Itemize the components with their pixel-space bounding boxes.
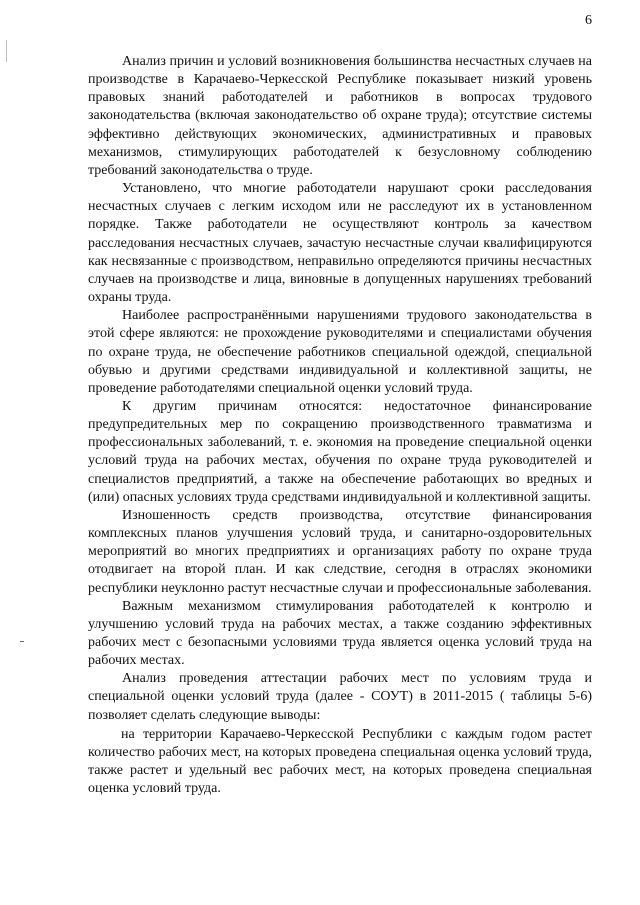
paragraph-7: Анализ проведения аттестации рабочих мест по условиям труда и специальной оценки условий труда (далее - СОУТ) в 2011-2015 ( таблицы 5-6) позволяет сделать следующие выводы:	[88, 671, 592, 723]
paragraph-5: Изношенность средств производства, отсутствие финансирования комплексных планов улучшения условий труда, и санитарно-оздоровительных мероприятий во многих предприятиях и организациях работу по охране труда отодвигает на второй план. И как следствие, сегодня в отраслях экономики республики неуклонно растут несчастные случаи и профессиональные заболевания.	[88, 507, 592, 596]
page-number: 6	[585, 13, 592, 28]
paragraph-3: Наиболее распространёнными нарушениями трудового законодательства в этой сфере являются: не прохождение руководителями и специалистами обучения по охране труда, не обеспечение работников специальной одеждой, специальной обувью и другими средствами индивидуальной и коллективной защиты, не проведение работодателями специальной оценки условий труда.	[88, 308, 592, 396]
scan-margin-mark	[6, 40, 7, 62]
document-body	[88, 53, 592, 798]
paragraph-2: Установлено, что многие работодатели нарушают сроки расследования несчастных случаев с легким исходом или не расследуют их в установленном порядке. Также работодатели не осуществляют контроль за качеством расследования несчастных случаев, зачастую несчастные случаи квалифицируются как несвязанные с производством, неправильно определяются причины несчастных случаев на производстве и лица, виновные в допущенных нарушениях требований охраны труда.	[88, 181, 592, 306]
paragraph-4: К другим причинам относятся: недостаточное финансирование предупредительных мер по сокращению производственного травматизма и профессиональных заболеваний, т. е. экономия на проведение специальной оценки условий труда на рабочих местах, обучения по охране труда руководителей и специалистов предприятий, а также на обеспечение работающих во вредных и (или) опасных условиях труда средствами индивидуальной и коллективной защиты.	[88, 398, 592, 505]
scan-dot-mark	[20, 641, 24, 642]
paragraph-6: Важным механизмом стимулирования работодателей к контролю и улучшению условий труда на рабочих местах, а также созданию эффективных рабочих мест с безопасными условиями труда является оценка условий труда на рабочих местах.	[88, 598, 592, 669]
paragraph-1: Анализ причин и условий возникновения большинства несчастных случаев на производстве в Карачаево-Черкесской Республике показывает низкий уровень правовых знаний работодателей и работников в вопросах трудового законодательства (включая законодательство об охране труда); отсутствие системы эффективно действующих экономических, административных и правовых механизмов, стимулирующих работодателей к безусловному соблюдению требований законодательства о труде.	[88, 54, 592, 178]
paragraph-8: на территории Карачаево-Черкесской Республики с каждым годом растет количество рабочих мест, на которых проведена специальная оценка условий труда, также растет и удельный вес рабочих мест, на которых проведена специальная оценка условий труда.	[88, 726, 592, 797]
